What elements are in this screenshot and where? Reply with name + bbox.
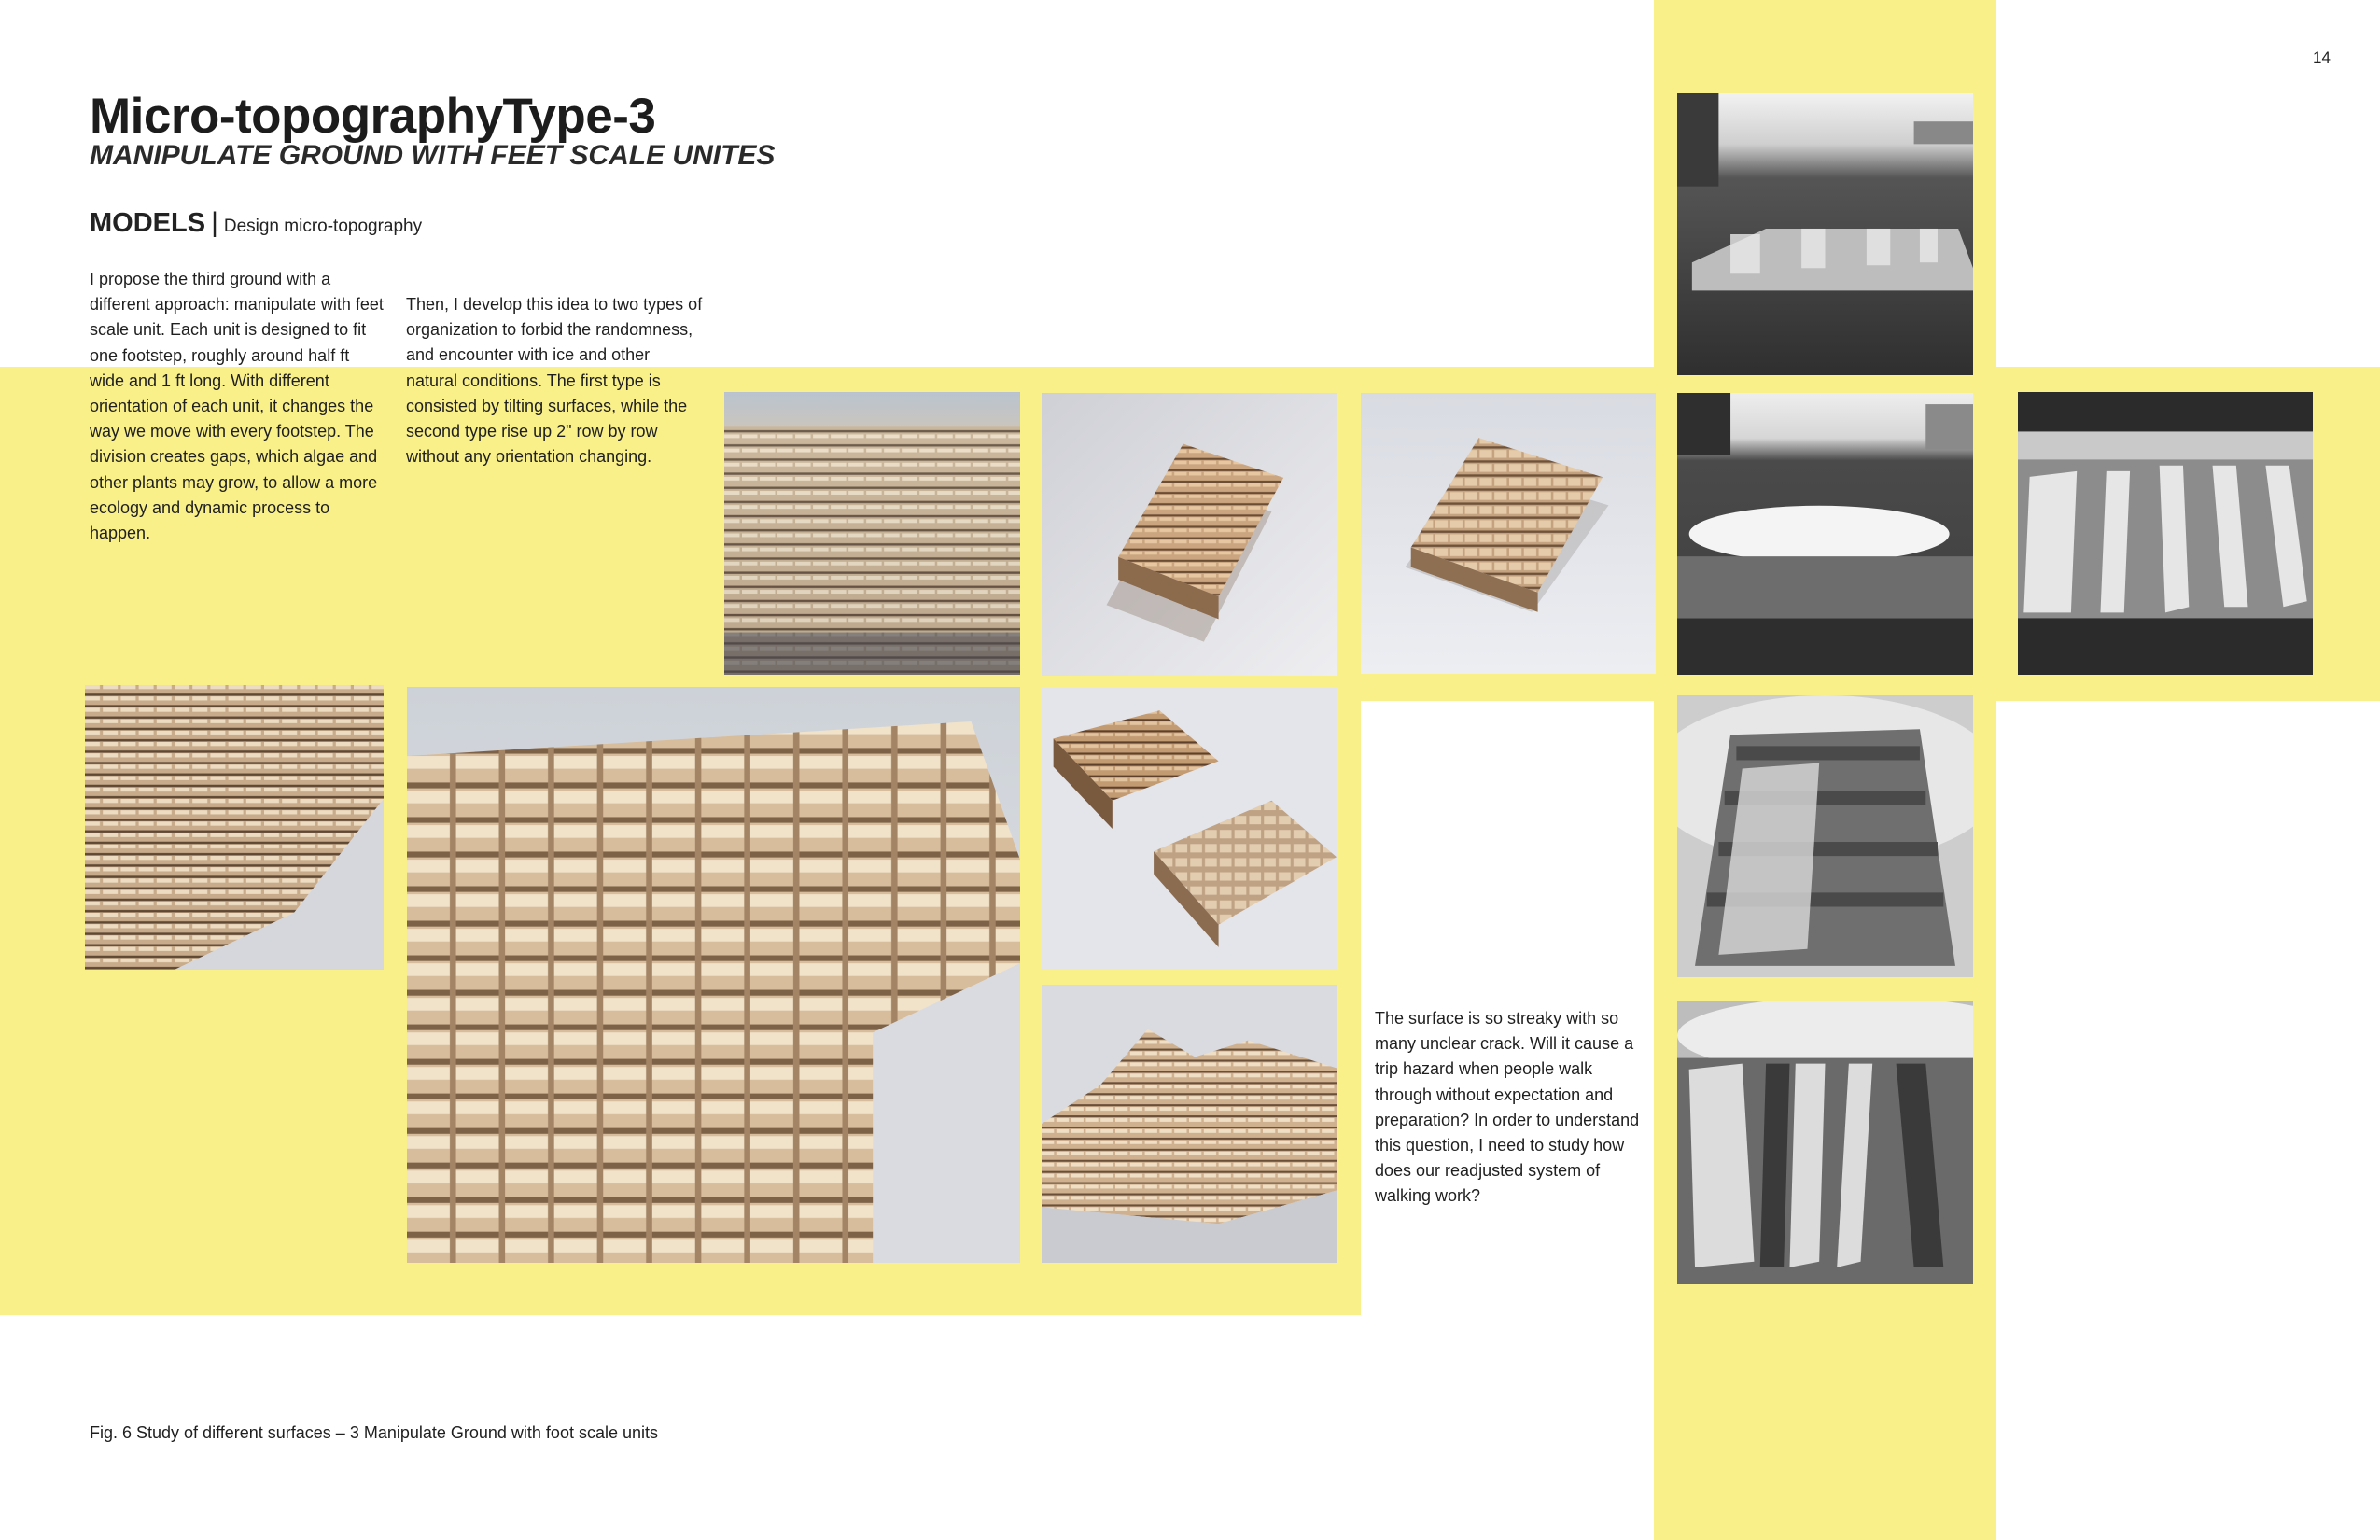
note-paragraph: The surface is so streaky with so many unclear crack. Will it cause a trip hazard when people walk through without expectation and preparation? In order to understand this question, I need to study how does our readjusted system of walking work? — [1375, 1009, 1640, 1206]
section-heading — [90, 207, 422, 239]
photo-wood-model-tilted-1 — [1042, 393, 1337, 676]
photo-wood-model-pair — [1042, 688, 1337, 970]
figure-caption: Fig. 6 Study of different surfaces – 3 Manipulate Ground with foot scale units — [90, 1423, 659, 1442]
page-title: Micro-topographyType-3 — [90, 89, 656, 144]
intro-paragraph-2: Then, I develop this idea to two types of organization to forbid the randomness, and encounter with ice and other natural conditions. The first type is consisted by tilting surfaces, while the second type rise up 2" row by row without any orientation changing. — [406, 295, 703, 467]
photo-wood-model-flat — [1361, 393, 1656, 674]
photo-gray-model-ice-2 — [1677, 1001, 1973, 1284]
photo-gray-model-ridges — [2018, 392, 2313, 675]
photo-wood-model-closeup — [407, 687, 1020, 1263]
photo-wood-model-stacked — [724, 392, 1020, 675]
intro-paragraph-1: I propose the third ground with a different approach: manipulate with feet scale unit. Each unit is designed to fit one footstep, roughly around half ft wide and 1 ft long. With different orientation of each unit, it changes the way we move with every footstep. The division creates gaps, which algae and other plants may grow, to allow a more ecology and dynamic process to happen. — [90, 270, 384, 543]
page-number: 14 — [2313, 49, 2331, 66]
photo-gray-model-window-1 — [1677, 93, 1973, 375]
section-subtitle: Design micro-topography — [223, 217, 423, 236]
section-separator: | — [211, 207, 218, 238]
photo-wood-model-terrain — [1042, 985, 1337, 1263]
section-title: MODELS — [90, 208, 206, 238]
photo-wood-model-slope — [85, 685, 384, 970]
photo-gray-model-window-2 — [1677, 393, 1973, 675]
page-subtitle: MANIPULATE GROUND WITH FEET SCALE UNITES — [90, 140, 776, 171]
photo-gray-model-ice-1 — [1677, 695, 1973, 977]
